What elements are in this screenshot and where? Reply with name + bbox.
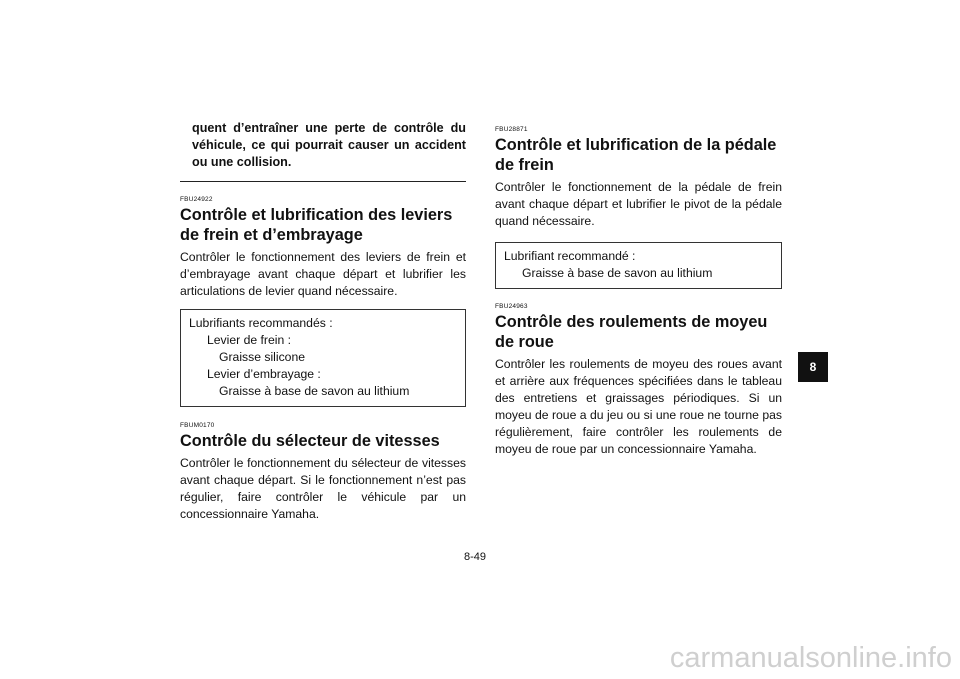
section-brake-clutch-levers: [180, 196, 466, 407]
box-line: Graisse silicone: [219, 350, 306, 364]
section-wheel-bearings: [495, 303, 782, 458]
section-gear-selector: [180, 422, 466, 523]
lubricant-box: [495, 242, 782, 289]
section-body: Contrôler le fonctionnement de la pédale de frein avant chaque départ et lubrifier le pivot de la pédale quand nécessaire.: [495, 180, 782, 228]
box-line: Lubrifiant recommandé :: [504, 249, 636, 263]
section-code: FBU28871: [495, 126, 528, 133]
right-column: [495, 126, 782, 458]
section-body: Contrôler les roulements de moyeu des roues avant et arrière aux fréquences spécifiées dans le tableau des entretiens et graissages périodiques. Si un moyeu de roue a du jeu ou si une roue ne tourne pas régulièrement, faire contrôler les roulements de moyeu de roue par un concessionnaire Yamaha.: [495, 357, 782, 456]
section-title: Contrôle et lubrification de la pédale de frein: [495, 136, 777, 174]
warning-continuation: quent d’entraîner une perte de contrôle du véhicule, ce qui pourrait causer un accident ou une collision.: [192, 121, 466, 169]
section-brake-pedal: [495, 126, 782, 289]
section-code: FBU24963: [495, 303, 528, 310]
section-code: FBUM0170: [180, 422, 215, 429]
section-title: Contrôle et lubrification des leviers de frein et d’embrayage: [180, 206, 453, 244]
box-line: Graisse à base de savon au lithium: [522, 266, 713, 280]
page-number: 8-49: [464, 551, 487, 563]
left-column: [180, 120, 466, 523]
section-body: Contrôler le fonctionnement du sélecteur de vitesses avant chaque départ. Si le fonctionnement n’est pas régulier, faire contrôler le véhicule par un concessionnaire Yamaha.: [180, 456, 466, 521]
box-line: Lubrifiants recommandés :: [189, 316, 333, 330]
warning-rule: [180, 181, 466, 182]
box-line: Levier de frein :: [207, 333, 292, 347]
box-line: Levier d’embrayage :: [207, 367, 321, 381]
section-body: Contrôler le fonctionnement des leviers de frein et d’embrayage avant chaque départ et lubrifier les articulations de levier quand nécessaire.: [180, 250, 466, 298]
watermark: carmanualsonline.info: [669, 642, 952, 674]
section-code: FBU24922: [180, 196, 213, 203]
box-line: Graisse à base de savon au lithium: [219, 384, 410, 398]
section-title: Contrôle des roulements de moyeu de roue: [495, 313, 768, 351]
lubricant-box: [180, 309, 466, 407]
chapter-tab: 8: [798, 352, 828, 382]
section-title: Contrôle du sélecteur de vitesses: [180, 432, 440, 450]
